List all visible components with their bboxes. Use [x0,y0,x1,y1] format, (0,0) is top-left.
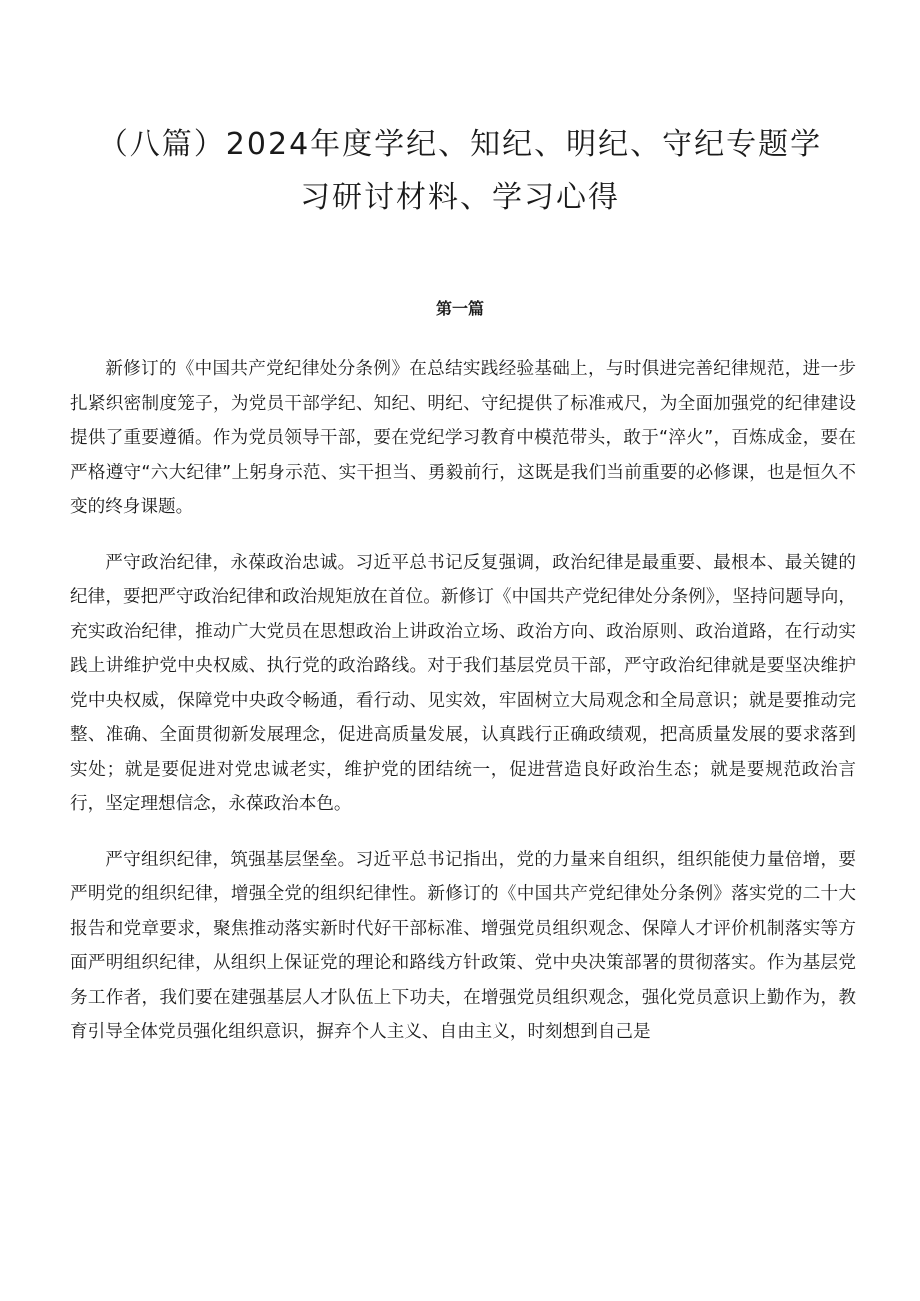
paragraph: 严守组织纪律，筑强基层堡垒。习近平总书记指出，党的力量来自组织，组织能使力量倍增，要严明党的组织纪律，增强全党的组织纪律性。新修订的《中国共产党纪律处分条例》落实党的二十大报告和党章要求，聚焦推动落实新时代好干部标准、增强党员组织观念、保障人才评价机制落实等方面严明组织纪律，从组织上保证党的理论和路线方针政策、党中央决策部署的贯彻落实。作为基层党务工作者，我们要在建强基层人才队伍上下功夫，在增强党员组织观念，强化党员意识上勤作为，教育引导全体党员强化组织意识，摒弃个人主义、自由主义，时刻想到自己是 [70,849,856,1042]
paragraph: 严守政治纪律，永葆政治忠诚。习近平总书记反复强调，政治纪律是最重要、最根本、最关键的纪律，要把严守政治纪律和政治规矩放在首位。新修订《中国共产党纪律处分条例》，坚持问题导向，充实政治纪律，推动广大党员在思想政治上讲政治立场、政治方向、政治原则、政治道路，在行动实践上讲维护党中央权威、执行党的政治路线。对于我们基层党员干部，严守政治纪律就是要坚决维护党中央权威，保障党中央政令畅通，看行动、见实效，牢固树立大局观念和全局意识；就是要推动完整、准确、全面贯彻新发展理念，促进高质量发展，认真践行正确政绩观，把高质量发展的要求落到实处；就是要促进对党忠诚老实，维护党的团结统一，促进营造良好政治生态；就是要规范政治言行，坚定理想信念，永葆政治本色。 [70,552,856,814]
section-heading: 第一篇 [435,299,484,318]
paragraph: 新修订的《中国共产党纪律处分条例》在总结实践经验基础上，与时俱进完善纪律规范，进一步扎紧织密制度笼子，为党员干部学纪、知纪、明纪、守纪提供了标准戒尺，为全面加强党的纪律建设提供了重要遵循。作为党员领导干部，要在党纪学习教育中模范带头，敢于“淬火”，百炼成金，要在严格遵守“六大纪律”上躬身示范、实干担当、勇毅前行，这既是我们当前重要的必修课，也是恒久不变的终身课题。 [70,359,856,517]
document-title: （八篇）2024年度学纪、知纪、明纪、守纪专题学习研讨材料、学习心得 [97,127,823,215]
document-body [70,352,856,1071]
